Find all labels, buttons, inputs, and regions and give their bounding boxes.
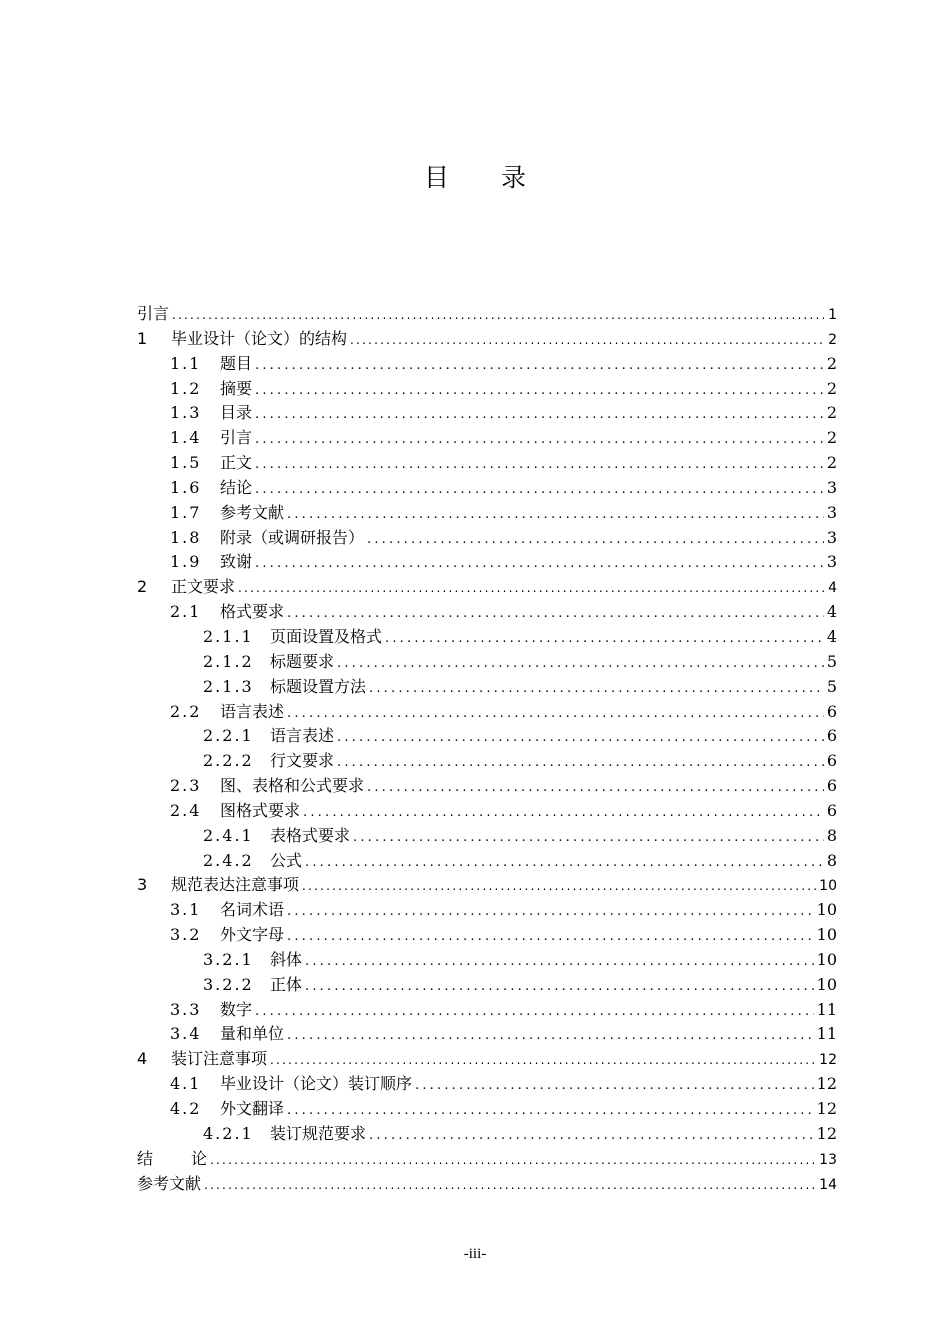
toc-entry[interactable] (137, 922, 837, 947)
toc-leader-dots (337, 730, 824, 745)
toc-entry-number: 1.9 (170, 552, 202, 572)
toc-entry-title: 图、表格和公式要求 (220, 776, 365, 796)
toc-entry[interactable] (137, 848, 837, 873)
toc-entry-number: 3.2.1 (203, 949, 254, 969)
toc-leader-dots (415, 1078, 814, 1093)
toc-leader-dots (255, 383, 824, 398)
toc-entry-page: 8 (826, 850, 837, 870)
toc-entry-page: 2 (826, 428, 837, 448)
toc-entry-page: 10 (816, 925, 837, 945)
toc-leader-dots (287, 904, 814, 919)
toc-entry-title: 斜体 (270, 949, 303, 969)
toc-entry-page: 5 (826, 676, 837, 696)
toc-entry[interactable] (137, 525, 837, 550)
page-title-part1: 目 (423, 163, 449, 192)
toc-entry-number: 2.1.2 (203, 651, 254, 671)
toc-leader-dots (287, 507, 824, 522)
toc-entry-number: 2.2 (170, 701, 202, 721)
toc-entry-number: 1.8 (170, 527, 202, 547)
toc-entry[interactable] (137, 376, 837, 401)
toc-entry[interactable] (137, 1146, 837, 1171)
page-title-part2: 录 (501, 163, 527, 192)
toc-entry-title: 名词术语 (220, 900, 285, 920)
toc-leader-dots (337, 656, 824, 671)
toc-entry[interactable] (137, 574, 837, 599)
toc-entry[interactable] (137, 400, 837, 425)
toc-entry-title: 标题要求 (270, 651, 335, 671)
toc-entry-title: 正体 (270, 974, 303, 994)
toc-entry-page: 2 (826, 378, 837, 398)
toc-entry-number: 2.2.1 (203, 726, 254, 746)
toc-entry-number: 4.2.1 (203, 1123, 254, 1143)
toc-entry[interactable] (137, 599, 837, 624)
toc-entry-number: 1.7 (170, 502, 202, 522)
toc-entry[interactable] (137, 1121, 837, 1146)
toc-entry-number: 4.2 (170, 1099, 202, 1118)
toc-entry-number: 3.1 (170, 900, 202, 920)
toc-entry[interactable] (137, 450, 837, 475)
toc-entry-title: 正文要求 (171, 577, 236, 597)
toc-entry-number: 2.4.1 (203, 825, 254, 845)
toc-entry-page: 5 (826, 651, 837, 671)
toc-leader-dots (255, 457, 824, 472)
toc-entry-page: 10 (816, 974, 837, 994)
toc-entry-title-part2: 论 (191, 1148, 208, 1168)
toc-entry-title: 装订规范要求 (270, 1123, 367, 1143)
toc-entry[interactable] (137, 425, 837, 450)
toc-entry[interactable] (137, 1021, 837, 1046)
toc-leader-dots (255, 407, 824, 422)
toc-leader-dots (305, 954, 814, 969)
toc-entry-number: 1 (137, 328, 148, 348)
toc-entry[interactable] (137, 624, 837, 649)
toc-entry-page: 4 (828, 580, 837, 597)
toc-entry-title: 致谢 (220, 552, 253, 572)
toc-entry-page: 6 (826, 800, 837, 820)
toc-entry-page: 10 (816, 900, 837, 920)
toc-entry-page: 3 (826, 527, 837, 547)
toc-entry-title: 语言表述 (270, 726, 335, 746)
toc-entry-title: 附录（或调研报告） (220, 527, 365, 547)
toc-entry[interactable] (137, 798, 837, 823)
toc-entry-page: 2 (828, 331, 837, 348)
toc-leader-dots (337, 755, 824, 770)
toc-entry-number: 2 (137, 577, 148, 597)
toc-entry-page: 12 (816, 1074, 837, 1094)
toc-leader-dots (287, 929, 814, 944)
toc-entry-page: 4 (826, 602, 837, 622)
toc-entry-number: 3.4 (170, 1024, 202, 1044)
toc-entry[interactable] (137, 773, 837, 798)
toc-entry[interactable] (137, 947, 837, 972)
toc-entry-number: 2.3 (170, 776, 202, 796)
toc-leader-dots (367, 532, 824, 547)
toc-entry[interactable] (137, 326, 837, 351)
toc-entry-number: 2.4.2 (203, 850, 254, 870)
toc-entry[interactable] (137, 500, 837, 525)
toc-entry-number: 3 (137, 875, 148, 895)
toc-entry-number: 2.1.1 (203, 626, 254, 646)
toc-entry-number: 2.4 (170, 800, 202, 820)
toc-entry-number: 3.3 (170, 999, 202, 1019)
toc-leader-dots (255, 482, 824, 497)
toc-entry-title: 毕业设计（论文）的结构 (171, 328, 348, 348)
toc-leader-dots (287, 606, 824, 621)
toc-entry-title-part1: 结 (137, 1148, 154, 1168)
toc-leader-dots (367, 780, 824, 795)
toc-entry-page: 2 (826, 403, 837, 423)
toc-entry-title: 外文翻译 (220, 1099, 285, 1118)
toc-entry-page: 12 (816, 1123, 837, 1143)
toc-leader-dots (385, 631, 824, 646)
toc-entry[interactable] (137, 1096, 837, 1121)
toc-entry-title: 外文字母 (220, 925, 285, 945)
toc-entry-title: 标题设置方法 (270, 676, 367, 696)
toc-leader-dots (302, 879, 816, 893)
toc-entry-title: 规范表达注意事项 (171, 875, 300, 895)
toc-entry-title (137, 1146, 207, 1169)
toc-entry-title: 正文 (220, 453, 253, 473)
toc-entry-page: 11 (816, 1024, 837, 1044)
toc-entry-number: 3.2 (170, 925, 202, 945)
toc-entry-title: 引言 (220, 428, 253, 448)
page-number: -iii- (463, 1246, 487, 1262)
toc-entry-title: 目录 (220, 403, 253, 423)
toc-entry-title: 语言表述 (220, 701, 285, 721)
toc-leader-dots (287, 1028, 814, 1043)
toc-leader-dots (369, 681, 824, 696)
toc-entry[interactable] (137, 723, 837, 748)
toc-entry-title: 毕业设计（论文）装订顺序 (220, 1074, 413, 1094)
toc-entry-number: 2.2.2 (203, 751, 254, 771)
toc-entry-number: 1.5 (170, 453, 202, 473)
toc-entry[interactable] (137, 699, 837, 724)
toc-entry-page: 11 (816, 999, 837, 1019)
toc-entry-title: 参考文献 (137, 1173, 202, 1193)
toc-entry[interactable] (137, 872, 837, 897)
toc-entry-title: 页面设置及格式 (270, 626, 383, 646)
toc-entry-page: 6 (826, 701, 837, 721)
toc-entry-page: 2 (826, 353, 837, 373)
toc-entry-page: 10 (819, 878, 837, 895)
toc-leader-dots (255, 556, 824, 571)
toc-entry[interactable] (137, 748, 837, 773)
toc-leader-dots (172, 308, 824, 322)
toc-leader-dots (303, 805, 824, 820)
toc-entry-page: 3 (826, 477, 837, 497)
toc-entry-page: 6 (826, 776, 837, 796)
toc-entry-page: 3 (826, 552, 837, 572)
toc-entry-number: 2.1 (170, 602, 202, 622)
toc-entry-title: 摘要 (220, 378, 253, 398)
toc-entry-page: 13 (819, 1151, 837, 1168)
toc-leader-dots (255, 432, 824, 447)
toc-entry[interactable] (137, 351, 837, 376)
toc-leader-dots (305, 855, 824, 870)
toc-entry-number: 2.1.3 (203, 676, 254, 696)
page-title (0, 160, 950, 196)
toc-entry-number: 1.1 (170, 353, 202, 373)
toc-entry-title: 引言 (137, 304, 170, 323)
toc-entry-page: 14 (819, 1176, 837, 1193)
toc-leader-dots (287, 1103, 814, 1118)
toc-entry-number: 4.1 (170, 1074, 202, 1094)
toc-entry[interactable] (137, 1071, 837, 1096)
toc-entry-number: 1.2 (170, 378, 202, 398)
toc-entry-title: 结论 (220, 477, 253, 497)
toc-entry-page: 2 (826, 453, 837, 473)
toc-entry[interactable] (137, 897, 837, 922)
toc-entry[interactable] (137, 674, 837, 699)
toc-entry-number: 1.3 (170, 403, 202, 423)
table-of-contents (137, 301, 837, 1195)
toc-leader-dots (350, 333, 824, 347)
toc-entry-number: 4 (137, 1049, 148, 1069)
toc-entry-page: 12 (816, 1099, 837, 1118)
toc-entry-title: 行文要求 (270, 751, 335, 771)
toc-entry[interactable] (137, 1046, 837, 1071)
toc-entry-page: 4 (826, 626, 837, 646)
toc-leader-dots (210, 1153, 816, 1167)
toc-leader-dots (255, 1004, 814, 1019)
toc-entry-number: 1.6 (170, 477, 202, 497)
toc-entry-title: 装订注意事项 (171, 1049, 268, 1069)
toc-entry[interactable] (137, 997, 837, 1022)
toc-entry-title: 表格式要求 (270, 825, 351, 845)
toc-entry-title: 图格式要求 (220, 800, 301, 820)
toc-leader-dots (287, 706, 824, 721)
toc-entry[interactable] (137, 823, 837, 848)
toc-entry-page: 3 (826, 502, 837, 522)
toc-entry[interactable] (137, 549, 837, 574)
toc-leader-dots (353, 830, 824, 845)
toc-entry[interactable] (137, 972, 837, 997)
toc-entry-page: 6 (826, 751, 837, 771)
toc-entry-title: 数字 (220, 999, 253, 1019)
toc-leader-dots (238, 581, 824, 595)
toc-leader-dots (305, 979, 814, 994)
toc-entry-title: 格式要求 (220, 602, 285, 622)
toc-entry[interactable] (137, 1171, 837, 1196)
toc-entry-title: 公式 (270, 850, 303, 870)
toc-entry-title: 题目 (220, 353, 253, 373)
toc-entry-page: 8 (826, 825, 837, 845)
toc-entry-page: 12 (819, 1052, 837, 1069)
toc-entry[interactable] (137, 475, 837, 500)
toc-entry[interactable] (137, 649, 837, 674)
toc-entry-title: 参考文献 (220, 502, 285, 522)
toc-leader-dots (270, 1053, 816, 1067)
toc-leader-dots (369, 1128, 814, 1143)
toc-entry-number: 3.2.2 (203, 974, 254, 994)
toc-entry-page: 6 (826, 726, 837, 746)
toc-entry-number: 1.4 (170, 428, 202, 448)
toc-leader-dots (255, 358, 824, 373)
toc-entry-page: 10 (816, 949, 837, 969)
toc-entry[interactable] (137, 301, 837, 326)
toc-entry-page: 1 (828, 307, 837, 323)
toc-entry-title: 量和单位 (220, 1024, 285, 1044)
toc-leader-dots (204, 1178, 816, 1192)
